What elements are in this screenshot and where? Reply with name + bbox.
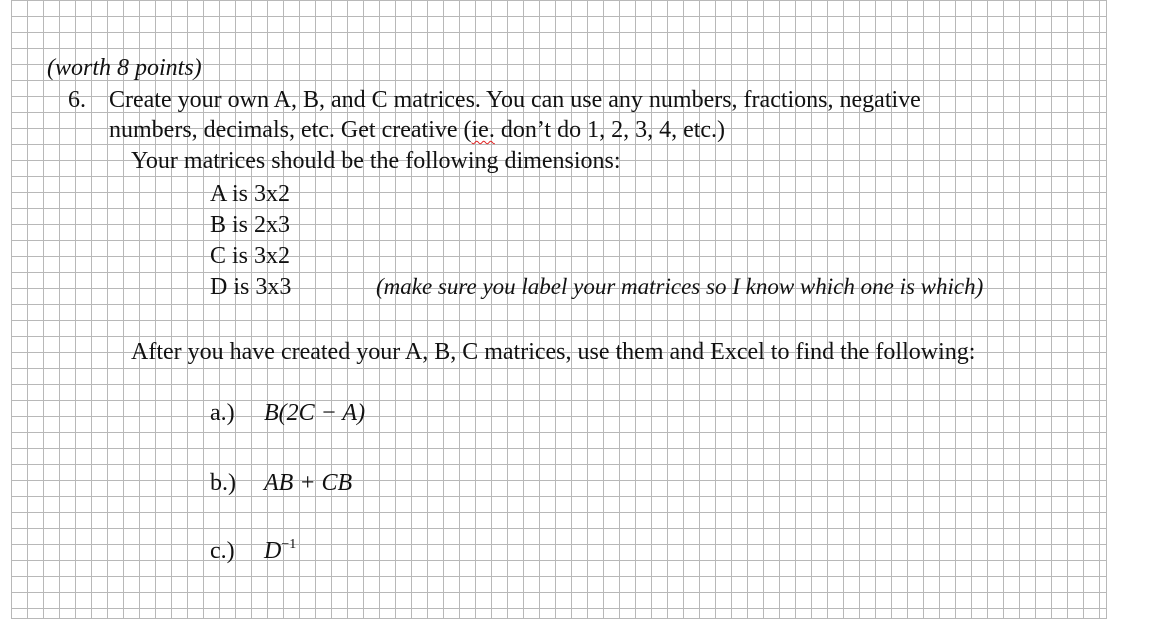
question-c-label: c.) bbox=[210, 538, 235, 564]
problem-number: 6. bbox=[68, 87, 86, 113]
points-note: (worth 8 points) bbox=[47, 55, 202, 81]
question-a-expression: B(2C − A) bbox=[264, 400, 366, 426]
question-b-expression: AB + CB bbox=[264, 470, 353, 496]
problem-line-2-end: don’t do 1, 2, 3, 4, etc.) bbox=[494, 117, 726, 143]
question-a bbox=[210, 399, 365, 427]
question-c-exponent: −1 bbox=[281, 537, 297, 552]
question-a-label: a.) bbox=[210, 400, 235, 426]
dimensions-intro: Your matrices should be the following dimensions: bbox=[131, 148, 621, 174]
instructions-text: After you have created your A, B, C matrices, use them and Excel to find the following: bbox=[131, 339, 976, 365]
question-c bbox=[210, 537, 296, 565]
dimension-c: C is 3x2 bbox=[210, 243, 291, 269]
dimension-d: D is 3x3 bbox=[210, 274, 292, 300]
spellcheck-marked-word: ie. bbox=[471, 117, 495, 143]
problem-line-2-start: numbers, decimals, etc. Get creative ( bbox=[109, 117, 472, 143]
question-c-expression: D bbox=[264, 538, 282, 564]
label-note: (make sure you label your matrices so I know which one is which) bbox=[376, 274, 984, 299]
problem-line-1: Create your own A, B, and C matrices. You can use any numbers, fractions, negative bbox=[109, 87, 921, 113]
dimension-b: B is 2x3 bbox=[210, 212, 291, 238]
grid-paper bbox=[11, 0, 1107, 619]
question-b-label: b.) bbox=[210, 470, 236, 496]
question-b bbox=[210, 469, 352, 497]
dimension-a: A is 3x2 bbox=[210, 181, 291, 207]
problem-line-2 bbox=[109, 116, 725, 144]
